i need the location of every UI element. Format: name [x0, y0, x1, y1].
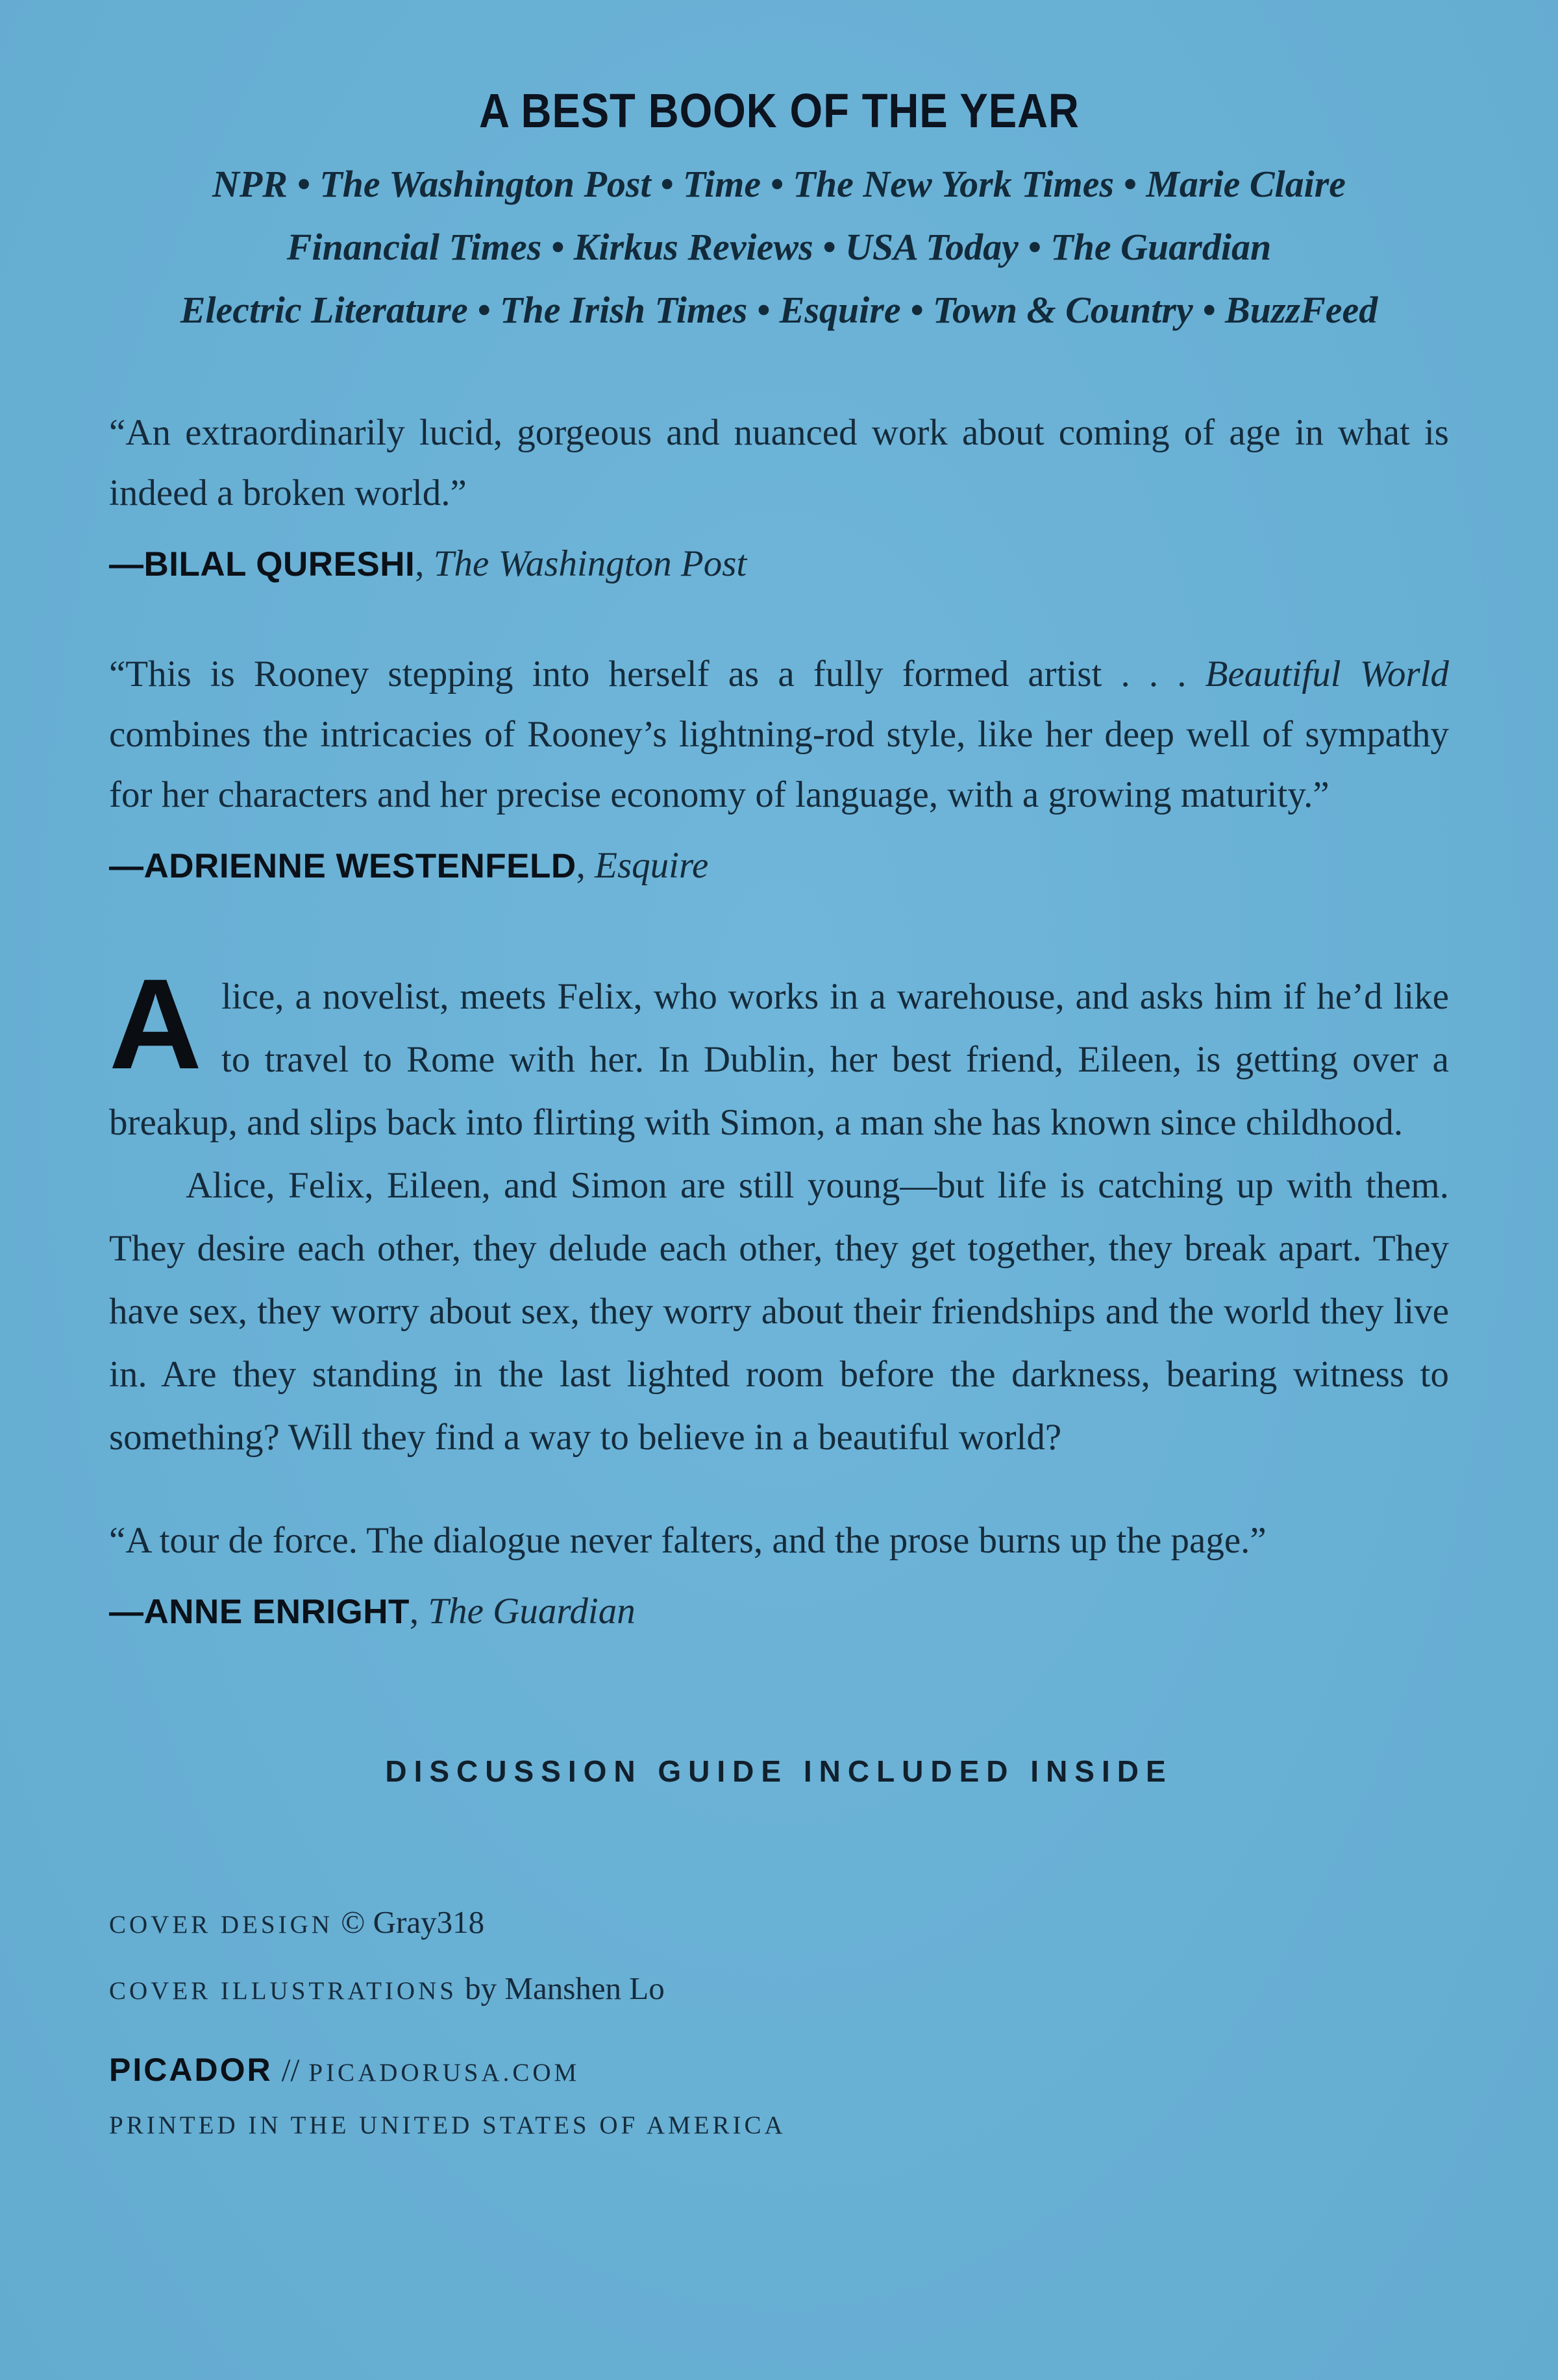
publication-line: Electric Literature • The Irish Times • Esquire • Town & Country • BuzzFeed [180, 289, 1378, 331]
publication-line: NPR • The Washington Post • Time • The New York Times • Marie Claire [212, 163, 1346, 205]
quote-attribution [109, 1580, 1449, 1643]
publisher-separator: // [281, 2052, 300, 2088]
review-quote-esquire [109, 644, 1449, 825]
synopsis-paragraph-1 [109, 952, 1449, 1154]
attribution-source: The Guardian [428, 1591, 636, 1632]
credit-value: © Gray318 [341, 1904, 485, 1940]
book-title-italic: Beautiful World [1205, 654, 1449, 694]
quote-text-before: “This is Rooney stepping into herself as a fully formed artist . . . [109, 654, 1206, 694]
credit-label: COVER DESIGN [109, 1911, 333, 1939]
attribution-separator: , [576, 845, 595, 886]
accolade-title [109, 83, 1449, 138]
publication-list [109, 153, 1449, 341]
synopsis-paragraph-1-text: lice, a novelist, meets Felix, who works in a warehouse, and asks him if he’d like to travel to Rome with her. In Dublin, her best friend, Eileen, is getting over a breakup, and slips back into flirting with Simon, a man she has known since childhood. [109, 976, 1449, 1143]
review-quote-guardian: “A tour de force. The dialogue never falters, and the prose burns up the page.” [109, 1520, 1267, 1561]
quote-text-after: combines the intricacies of Rooney’s lightning-rod style, like her deep well of sympathy for her characters and her precise economy of language, with a growing maturity.” [109, 714, 1449, 815]
credits-block [109, 1904, 1449, 2140]
credit-cover-design [109, 1904, 1449, 1943]
publisher-website: PICADORUSA.COM [308, 2059, 580, 2087]
review-quote-washington-post: “An extraordinarily lucid, gorgeous and nuanced work about coming of age in what is indeed a broken world.” [109, 412, 1449, 513]
credit-cover-illustrations [109, 1970, 1449, 2009]
synopsis-paragraph-2: Alice, Felix, Eileen, and Simon are still young—but life is catching up with them. They desire each other, they delude each other, they get together, they break apart. They have sex, they worry about sex, they worry about their friendships and the world they live in. Are they standing in the last lighted room before the darkness, bearing witness to something? Will they find a way to believe in a beautiful world? [109, 1165, 1449, 1458]
publisher-logo-text: PICADOR [109, 2052, 273, 2088]
publication-line: Financial Times • Kirkus Reviews • USA Today • The Guardian [286, 226, 1272, 268]
drop-cap: A [109, 952, 202, 1096]
attribution-name: —BILAL QURESHI [109, 545, 415, 583]
attribution-name: —ADRIENNE WESTENFELD [109, 847, 576, 885]
accolade-title-text: A BEST BOOK OF THE YEAR [478, 84, 1080, 138]
quote-attribution [109, 532, 1449, 596]
synopsis [109, 952, 1449, 1469]
printed-in-line: PRINTED IN THE UNITED STATES OF AMERICA [109, 2111, 786, 2139]
attribution-separator: , [409, 1591, 428, 1632]
attribution-separator: , [415, 543, 434, 584]
attribution-name: —ANNE ENRIGHT [109, 1593, 410, 1631]
quote-attribution [109, 834, 1449, 898]
publisher-line [109, 2051, 1449, 2089]
attribution-source: The Washington Post [433, 543, 747, 584]
credit-label: COVER ILLUSTRATIONS [109, 1977, 457, 2005]
attribution-source: Esquire [595, 845, 709, 886]
credit-value: by Manshen Lo [465, 1970, 665, 2006]
discussion-guide-banner: DISCUSSION GUIDE INCLUDED INSIDE [385, 1754, 1173, 1788]
